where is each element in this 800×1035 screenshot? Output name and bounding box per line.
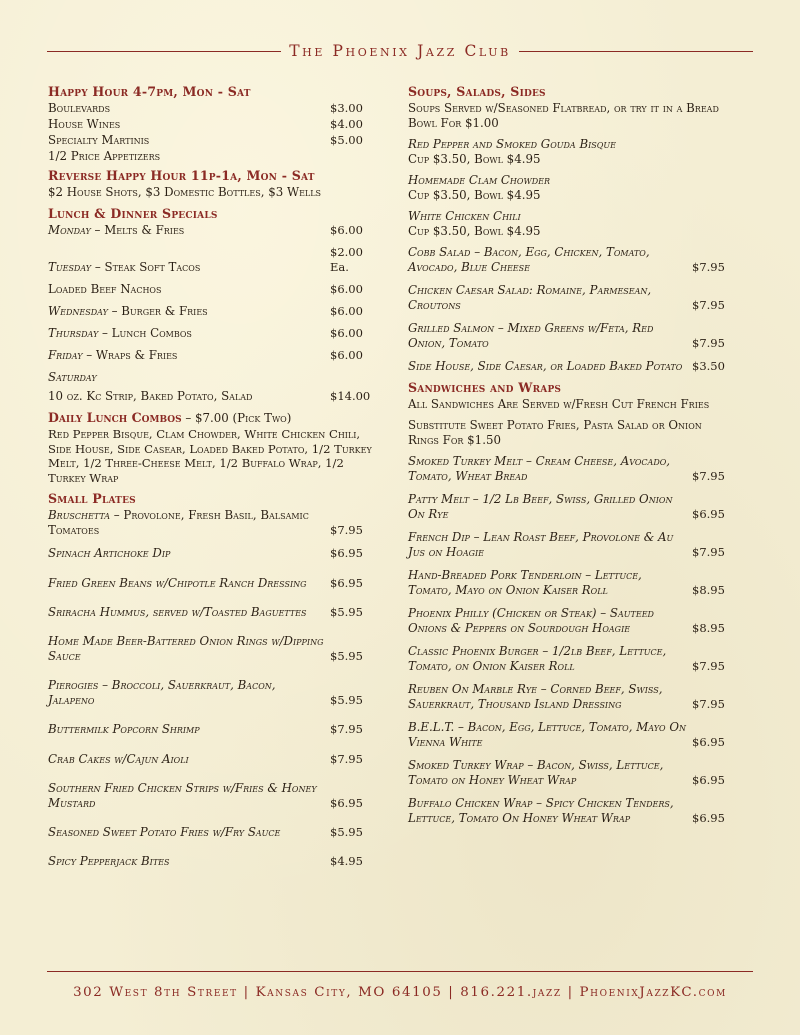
- list-item: Red Pepper and Smoked Gouda Bisque Cup $3.50, Bowl $4.95: [408, 137, 616, 166]
- list-item: 10 oz. Kc Strip, Baked Potato, Salad $14.00: [48, 389, 371, 403]
- happy-hour-list: [48, 101, 384, 164]
- list-item: Boulevards $3.00: [48, 101, 363, 115]
- list-item: B.E.L.T. – Bacon, Egg, Lettuce, Tomato, Mayo On Vienna White $6.95: [408, 720, 725, 749]
- list-item: Smoked Turkey Wrap – Bacon, Swiss, Lettuce, Tomato on Honey Wheat Wrap $6.95: [408, 758, 725, 787]
- header-rule-right: [519, 51, 753, 52]
- list-item: Patty Melt – 1/2 Lb Beef, Swiss, Grilled Onion On Rye $6.95: [408, 492, 725, 521]
- sandwiches-list: [408, 454, 730, 826]
- list-item: Thursday – Lunch Combos $6.00: [48, 326, 363, 340]
- page-title: The Phoenix Jazz Club: [289, 42, 511, 60]
- list-item: Southern Fried Chicken Strips w/Fries & Honey Mustard $6.95: [48, 781, 363, 811]
- soups-heading: Soups, Salads, Sides: [408, 84, 546, 99]
- list-item: Buttermilk Popcorn Shrimp $7.95: [48, 722, 363, 737]
- daily-combos-text: Red Pepper Bisque, Clam Chowder, White Chicken Chili, Side House, Side Casear, Loaded Baked Potato, 1/2 Turkey Melt, 1/2 Three-Cheese Melt, 1/2 Buffalo Wrap, 1/2 Turkey Wrap: [48, 427, 372, 485]
- left-column: [48, 80, 384, 876]
- list-item: Bruschetta – Provolone, Fresh Basil, Balsamic Tomatoes $7.95: [48, 508, 363, 538]
- list-item: House Wines $4.00: [48, 117, 363, 131]
- footer-contact: 302 West 8th Street | Kansas City, MO 64105 | 816.221.jazz | PhoenixJazzKC.com: [73, 985, 727, 1000]
- list-item: Reuben On Marble Rye – Corned Beef, Swiss, Sauerkraut, Thousand Island Dressing $7.95: [408, 682, 725, 711]
- footer-rule: [47, 971, 753, 972]
- list-item: Spinach Artichoke Dip $6.95: [48, 546, 363, 561]
- sandwiches-heading: Sandwiches and Wraps: [408, 380, 562, 395]
- right-column: [408, 80, 730, 833]
- list-item: Fried Green Beans w/Chipotle Ranch Dressing $6.95: [48, 576, 363, 591]
- list-item: French Dip – Lean Roast Beef, Provolone & Au Jus on Hoagie $7.95: [408, 530, 725, 559]
- reverse-happy-hour-text: $2 House Shots, $3 Domestic Bottles, $3 Wells: [48, 185, 322, 199]
- header-rule-left: [47, 51, 281, 52]
- list-item: Buffalo Chicken Wrap – Spicy Chicken Tenders, Lettuce, Tomato On Honey Wheat Wrap $6.95: [408, 796, 725, 825]
- list-item: Monday – Melts & Fries $6.00: [48, 223, 363, 237]
- list-item: Loaded Beef Nachos $6.00: [48, 282, 363, 296]
- happy-hour-heading: Happy Hour 4-7pm, Mon - Sat: [48, 84, 251, 99]
- list-item: Home Made Beer-Battered Onion Rings w/Dipping Sauce $5.95: [48, 634, 363, 664]
- soups-note: Soups Served w/Seasoned Flatbread, or try it in a Bread Bowl For $1.00: [408, 101, 719, 130]
- sandwiches-note-fries: All Sandwiches Are Served w/Fresh Cut French Fries: [408, 397, 710, 411]
- list-item: Classic Phoenix Burger – 1/2lb Beef, Lettuce, Tomato, on Onion Kaiser Roll $7.95: [408, 644, 725, 673]
- list-item: Tuesday – Steak Soft Tacos $2.00 Ea.: [48, 245, 363, 274]
- list-item: Chicken Caesar Salad: Romaine, Parmesean, Croutons $7.95: [408, 283, 725, 312]
- daily-combos-price: – $7.00 (Pick Two): [181, 411, 292, 425]
- lunch-dinner-list: [48, 223, 384, 404]
- daily-combos: [48, 410, 384, 485]
- soups-list: [408, 137, 730, 374]
- list-item: Homemade Clam Chowder Cup $3.50, Bowl $4.95: [408, 173, 550, 202]
- list-item: Side House, Side Caesar, or Loaded Baked Potato $3.50: [408, 359, 725, 373]
- header: [47, 38, 753, 64]
- list-item: Specialty Martinis $5.00: [48, 133, 363, 147]
- sandwiches-note-substitute: Substitute Sweet Potato Fries, Pasta Salad or Onion Rings For $1.50: [408, 418, 702, 447]
- list-item: Smoked Turkey Melt – Cream Cheese, Avocado, Tomato, Wheat Bread $7.95: [408, 454, 725, 483]
- list-item: White Chicken Chili Cup $3.50, Bowl $4.95: [408, 209, 541, 238]
- list-item: Seasoned Sweet Potato Fries w/Fry Sauce $5.95: [48, 825, 363, 840]
- list-item: Crab Cakes w/Cajun Aioli $7.95: [48, 752, 363, 767]
- small-plates-heading: Small Plates: [48, 491, 136, 507]
- list-item: Grilled Salmon – Mixed Greens w/Feta, Red Onion, Tomato $7.95: [408, 321, 725, 350]
- list-item: Wednesday – Burger & Fries $6.00: [48, 304, 363, 318]
- list-item: Pierogies – Broccoli, Sauerkraut, Bacon, Jalapeno $5.95: [48, 678, 363, 708]
- list-item: Spicy Pepperjack Bites $4.95: [48, 854, 363, 869]
- small-plates-list: [48, 508, 384, 869]
- list-item: 1/2 Price Appetizers: [48, 149, 161, 163]
- list-item: Sriracha Hummus, served w/Toasted Baguettes $5.95: [48, 605, 363, 620]
- list-item: Phoenix Philly (Chicken or Steak) – Sauteed Onions & Peppers on Sourdough Hoagie $8.95: [408, 606, 725, 635]
- list-item: Friday – Wraps & Fries $6.00: [48, 348, 363, 362]
- reverse-happy-hour-heading: Reverse Happy Hour 11p-1a, Mon - Sat: [48, 168, 315, 183]
- daily-combos-heading: Daily Lunch Combos: [48, 410, 182, 425]
- lunch-dinner-heading: Lunch & Dinner Specials: [48, 206, 218, 221]
- saturday-label: Saturday: [48, 370, 97, 384]
- list-item: Hand-Breaded Pork Tenderloin – Lettuce, Tomato, Mayo on Onion Kaiser Roll $8.95: [408, 568, 725, 597]
- list-item: Cobb Salad – Bacon, Egg, Chicken, Tomato, Avocado, Blue Cheese $7.95: [408, 245, 725, 274]
